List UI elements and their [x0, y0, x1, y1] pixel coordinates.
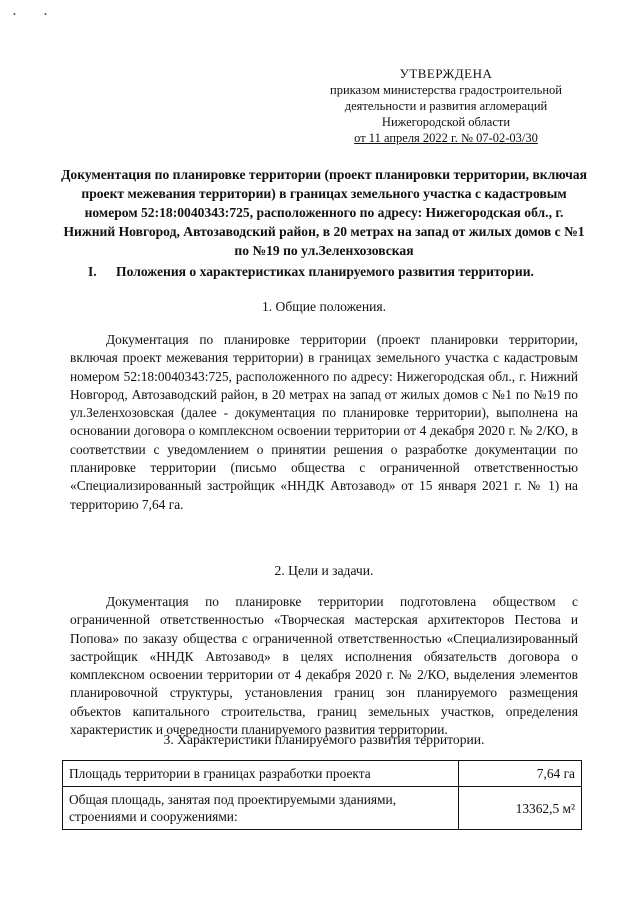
table-cell-label: Площадь территории в границах разработки проекта — [63, 761, 459, 787]
table-cell-value: 7,64 га — [459, 761, 582, 787]
approval-date: от 11 апреля 2022 г. № 07-02-03/30 — [354, 131, 538, 145]
approval-line: деятельности и развития агломераций — [344, 99, 548, 113]
approval-line: Нижегородской области — [381, 115, 511, 129]
scan-mark: • — [13, 10, 16, 19]
section-number: I. — [88, 264, 97, 279]
section-title: Положения о характеристиках планируемого развития территории. — [116, 264, 534, 279]
subsection-heading: 3. Характеристики планируемого развития территории. — [163, 732, 485, 747]
paragraph-general: Документация по планировке территории (проект планировки территории, включая проект межевания территории) в границах земельного участка с кадастровым номером 52:18:0040343:725, расположенного по адресу: Нижегородская обл., г. Нижний Новгород, Автозаводский район, в 20 метрах на запад от жилых домов с №1 по №19 по ул.Зеленхозовская (далее - документация по планировке территории), выполнена на основании договора о комплексном освоении территории от 4 декабря 2020 г. № 2/КО, в соответствии с уведомлением о принятии решения о разработке документации по планировке территории (письмо общества с ограниченной ответственностью «Специализированный застройщик «ННДК Автозавод» от 15 января 2021 г. № 1) на территорию 7,64 га. — [70, 332, 578, 512]
characteristics-table — [62, 760, 582, 830]
subsection-heading: 1. Общие положения. — [261, 299, 387, 314]
table-cell-label: Общая площадь, занятая под проектируемыми зданиями, строениями и сооружениями: — [63, 787, 459, 830]
scan-mark: • — [44, 10, 47, 19]
approval-stamp — [320, 66, 572, 146]
table-row — [63, 761, 582, 787]
table-cell-value: 13362,5 м² — [459, 787, 582, 830]
approval-line: приказом министерства градостроительной — [330, 83, 562, 97]
section-heading — [88, 262, 588, 281]
approval-title: УТВЕРЖДЕНА — [399, 66, 493, 81]
paragraph-goals: Документация по планировке территории подготовлена обществом с ограниченной ответственностью «Творческая мастерская архитекторов Пестова и Попова» по заказу общества с ограниченной ответственностью «Специализированный застройщик «ННДК Автозавод» в целях исполнения обязательств договора о комплексном освоении территории от 4 декабря 2020 г. № 2/КО, выделения элементов планировочной структуры, установления границ зон планируемого размещения объектов капитального строительства, границ земельных участков, определения характеристик и очередности планируемого развития территории. — [70, 594, 578, 738]
subsection-heading: 2. Цели и задачи. — [274, 563, 374, 578]
document-title: Документация по планировке территории (проект планировки территории, включая проект межевания территории) в границах земельного участка с кадастровым номером 52:18:0040343:725, расположенного по адресу: Нижегородская обл., г. Нижний Новгород, Автозаводский район, в 20 метрах на запад от жилых домов с №1 по №19 по ул.Зеленхозовская — [61, 167, 587, 258]
table-row — [63, 787, 582, 830]
